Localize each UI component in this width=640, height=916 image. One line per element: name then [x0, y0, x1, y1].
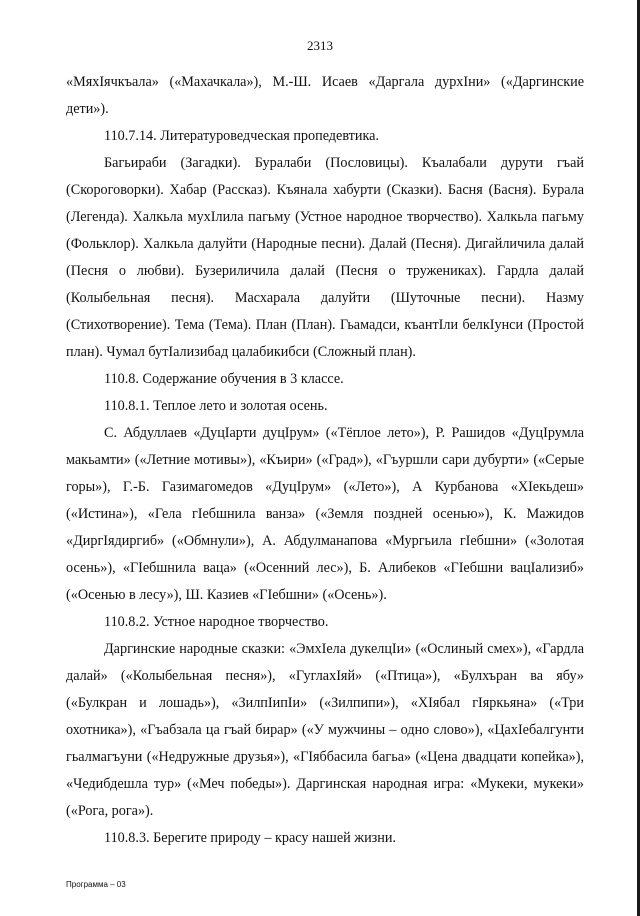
text-line: макьамти» («Летние мотивы»), «Къири» («Град»), «Гъуршли сари дубурти» («Серые	[66, 452, 584, 468]
text-line: (Песня о любви). Бузериличила далай (Песня о тружениках). Гардла далай	[66, 263, 584, 279]
section-heading: 110.8.3. Берегите природу – красу нашей жизни.	[104, 830, 396, 846]
text-line: «МяхIячкъала» («Махачкала»), М.-Ш. Исаев «Даргала дурхIни» («Даргинские	[66, 74, 584, 90]
text-line: (Стихотворение). Тема (Тема). План (План). Гьамадси, къантIли белкIунси (Простой	[66, 317, 584, 333]
text-line: охотника»), «Гъабзала ца гъай бирар» («У мужчины – одно слово»), «ЦахIебалгунти	[66, 722, 584, 738]
text-line: план). Чумал бутIализибад цалабикибси (Сложный план).	[66, 344, 416, 360]
footer-label: Программа – 03	[66, 880, 126, 889]
text-line: гьалмагъуни («Недружные друзья»), «ГIяббасила багьа» («Цена двадцати копейка»),	[66, 749, 584, 765]
text-line: «ДиргIядиргиб» («Обмнули»), А. Абдулманапова «Мургьила гIебшни» («Золотая	[66, 533, 584, 549]
section-heading: 110.8.2. Устное народное творчество.	[104, 614, 329, 630]
text-line: «Чедибдешла тур» («Меч победы»). Даргинская народная игра: «Мукеки, мукеки»	[66, 776, 584, 792]
section-heading: 110.8.1. Теплое лето и золотая осень.	[104, 398, 328, 414]
text-line: Багьираби (Загадки). Буралаби (Пословицы). Къалабали дурути гъай	[104, 155, 584, 171]
text-line: («Рога, рога»).	[66, 803, 154, 819]
section-heading: 110.8. Содержание обучения в 3 классе.	[104, 371, 344, 387]
text-line: (Фольклор). Халкьла далуйти (Народные песни). Далай (Песня). Дигайличила далай	[66, 236, 584, 252]
text-line: дети»).	[66, 101, 109, 117]
text-line: (Легенда). Халкьла мухIлила пагьму (Устное народное творчество). Халкьла пагьму	[66, 209, 584, 225]
text-line: («Истина»), «Гела гIебшнила ванза» («Земля поздней осенью»), К. Мажидов	[66, 506, 584, 522]
page-number: 2313	[307, 38, 333, 53]
text-line: С. Абдуллаев «ДуцIарти дуцIрум» («Тёплое лето»), Р. Рашидов «ДуцIрумла	[104, 425, 584, 441]
text-line: (Колыбельная песня). Масхарала далуйти (Шуточные песни). Назму	[66, 290, 584, 306]
text-line: Даргинские народные сказки: «ЭмхIела дукелцIи» («Ослиный смех»), «Гардла	[104, 641, 584, 657]
text-line: («Булкран и лошадь»), «ЗилпIипIи» («Зилпипи»), «ХIябал гIяркьяна» («Три	[66, 695, 584, 711]
section-heading: 110.7.14. Литературоведческая пропедевтика.	[104, 128, 379, 144]
text-line: горы»), Г.-Б. Газимагомедов «ДуцIрум» («Лето»), А Курбанова «ХIекьдеш»	[66, 479, 584, 495]
text-line: («Осенью в лесу»), Ш. Казиев «ГIебшни» («Осень»).	[66, 587, 387, 603]
text-line: далай» («Колыбельная песня»), «ГуглахIяй» («Птица»), «Булхъран ва ябу»	[66, 668, 584, 684]
text-line: осень»), «ГIебшнила ваца» («Осенний лес»), Б. Алибеков «ГIебшни вацIализиб»	[66, 560, 584, 576]
text-line: (Скороговорки). Хабар (Рассказ). Къянала хабурти (Сказки). Басня (Басня). Бурала	[66, 182, 584, 198]
